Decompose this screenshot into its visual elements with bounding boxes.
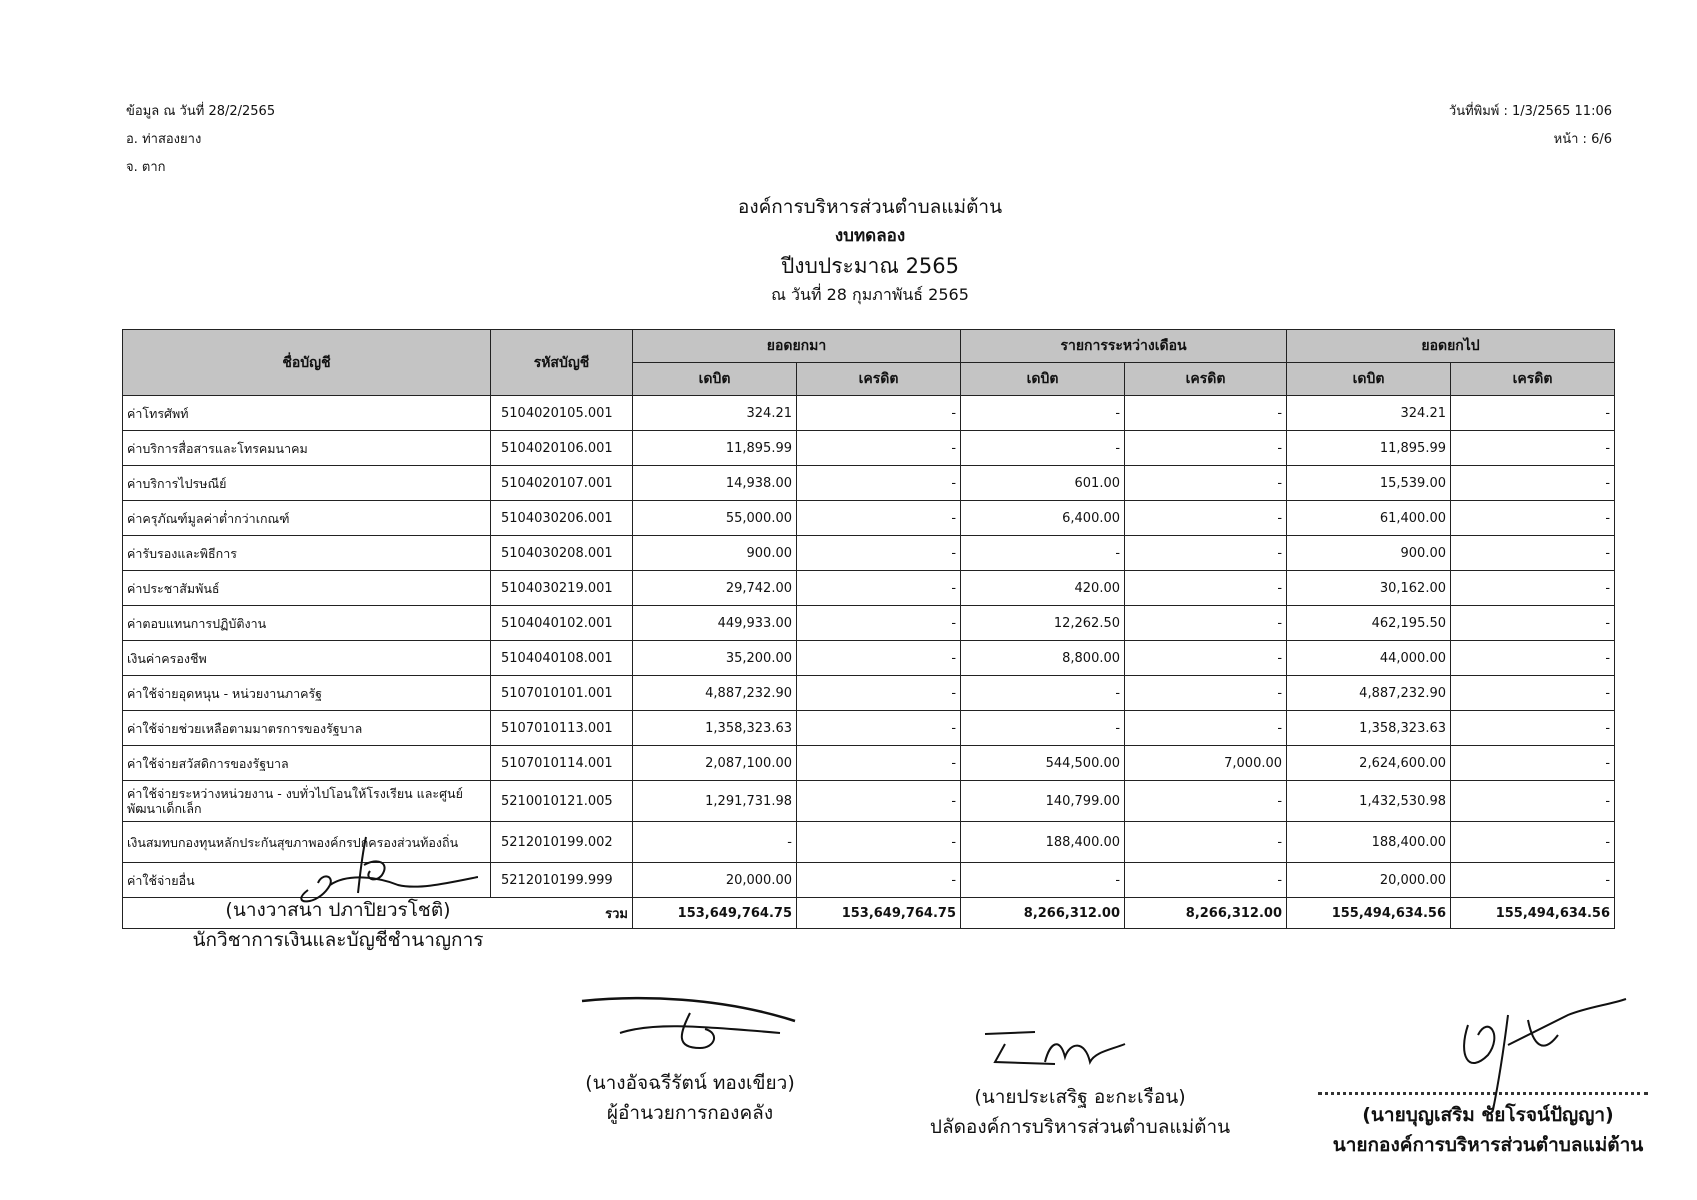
account-name-cell: ค่าใช้จ่ายระหว่างหน่วยงาน - งบทั่วไปโอนให้โรงเรียน และศูนย์พัฒนาเด็กเล็ก: [123, 781, 491, 822]
opening-credit-cell: -: [797, 501, 961, 536]
opening-credit-cell: -: [797, 396, 961, 431]
fiscal-year: ปีงบประมาณ 2565: [780, 254, 960, 278]
month-debit-cell: 601.00: [961, 466, 1125, 501]
col-month-debit: เดบิต: [961, 363, 1125, 396]
closing-credit-cell: -: [1451, 431, 1615, 466]
account-code-cell: 5104040102.001: [491, 606, 633, 641]
account-code-cell: 5212010199.002: [491, 822, 633, 863]
col-account-name: ชื่อบัญชี: [123, 330, 491, 396]
month-credit-cell: -: [1125, 501, 1287, 536]
closing-credit-cell: -: [1451, 781, 1615, 822]
opening-debit-cell: 1,358,323.63: [633, 711, 797, 746]
col-closing-debit: เดบิต: [1287, 363, 1451, 396]
account-name-cell: ค่าบริการสื่อสารและโทรคมนาคม: [123, 431, 491, 466]
account-code-cell: 5104030208.001: [491, 536, 633, 571]
opening-debit-cell: 2,087,100.00: [633, 746, 797, 781]
opening-debit-cell: 1,291,731.98: [633, 781, 797, 822]
opening-credit-cell: -: [797, 863, 961, 898]
account-name-cell: ค่าใช้จ่ายช่วยเหลือตามมาตรการของรัฐบาล: [123, 711, 491, 746]
table-row: [123, 606, 1615, 641]
month-credit-cell: -: [1125, 571, 1287, 606]
total-label: รวม: [491, 898, 633, 929]
col-account-code: รหัสบัญชี: [491, 330, 633, 396]
month-debit-cell: 544,500.00: [961, 746, 1125, 781]
table-row: [123, 781, 1615, 822]
signer-2-position: ผู้อำนวยการกองคลัง: [606, 1102, 774, 1124]
total-closing-credit: 155,494,634.56: [1451, 898, 1615, 929]
table-row: [123, 641, 1615, 676]
month-debit-cell: -: [961, 863, 1125, 898]
month-debit-cell: 188,400.00: [961, 822, 1125, 863]
table-row: [123, 536, 1615, 571]
opening-debit-cell: 4,887,232.90: [633, 676, 797, 711]
opening-debit-cell: 900.00: [633, 536, 797, 571]
opening-credit-cell: -: [797, 641, 961, 676]
opening-debit-cell: 55,000.00: [633, 501, 797, 536]
total-closing-debit: 155,494,634.56: [1287, 898, 1451, 929]
signer-3-position: ปลัดองค์การบริหารส่วนตำบลแม่ต้าน: [929, 1116, 1231, 1138]
opening-debit-cell: 11,895.99: [633, 431, 797, 466]
title-block: [0, 192, 1697, 308]
table-row: [123, 571, 1615, 606]
col-during-month: รายการระหว่างเดือน: [961, 330, 1287, 363]
opening-debit-cell: 29,742.00: [633, 571, 797, 606]
signer-1-name: (นางวาสนา ปภาปิยวรโชติ): [225, 899, 451, 921]
table-row: [123, 746, 1615, 781]
closing-credit-cell: -: [1451, 676, 1615, 711]
header-left: [126, 98, 275, 182]
month-credit-cell: -: [1125, 822, 1287, 863]
account-code-cell: 5104020106.001: [491, 431, 633, 466]
month-debit-cell: -: [961, 536, 1125, 571]
closing-debit-cell: 1,358,323.63: [1287, 711, 1451, 746]
table-row: [123, 501, 1615, 536]
opening-credit-cell: -: [797, 746, 961, 781]
opening-debit-cell: 35,200.00: [633, 641, 797, 676]
account-name-cell: ค่าตอบแทนการปฏิบัติงาน: [123, 606, 491, 641]
month-debit-cell: -: [961, 676, 1125, 711]
account-code-cell: 5104020107.001: [491, 466, 633, 501]
closing-debit-cell: 11,895.99: [1287, 431, 1451, 466]
handwritten-signature-1: [278, 835, 478, 905]
district: อ. ท่าสองยาง: [126, 132, 202, 147]
month-debit-cell: 420.00: [961, 571, 1125, 606]
handwritten-signature-2: [580, 993, 800, 1063]
col-month-credit: เครดิต: [1125, 363, 1287, 396]
signer-3-name: (นายประเสริฐ อะกะเรือน): [974, 1086, 1186, 1108]
closing-credit-cell: -: [1451, 536, 1615, 571]
signature-block-3: [905, 1082, 1255, 1142]
opening-credit-cell: -: [797, 536, 961, 571]
month-credit-cell: -: [1125, 536, 1287, 571]
col-opening: ยอดยกมา: [633, 330, 961, 363]
handwritten-signature-3: [975, 1022, 1175, 1082]
signature-block-2: [560, 1068, 820, 1128]
month-credit-cell: -: [1125, 606, 1287, 641]
closing-credit-cell: -: [1451, 396, 1615, 431]
opening-debit-cell: 449,933.00: [633, 606, 797, 641]
closing-debit-cell: 462,195.50: [1287, 606, 1451, 641]
signer-4-position: นายกองค์การบริหารส่วนตำบลแม่ต้าน: [1332, 1134, 1644, 1156]
account-code-cell: 5104040108.001: [491, 641, 633, 676]
table-row: [123, 396, 1615, 431]
closing-debit-cell: 900.00: [1287, 536, 1451, 571]
account-name-cell: ค่าครุภัณฑ์มูลค่าต่ำกว่าเกณฑ์: [123, 501, 491, 536]
opening-credit-cell: -: [797, 711, 961, 746]
signature-block-4: [1318, 1100, 1658, 1160]
opening-debit-cell: 324.21: [633, 396, 797, 431]
print-date: วันที่พิมพ์ : 1/3/2565 11:06: [1448, 104, 1612, 119]
closing-debit-cell: 61,400.00: [1287, 501, 1451, 536]
closing-credit-cell: -: [1451, 466, 1615, 501]
closing-debit-cell: 1,432,530.98: [1287, 781, 1451, 822]
table-row: [123, 711, 1615, 746]
closing-debit-cell: 4,887,232.90: [1287, 676, 1451, 711]
opening-credit-cell: -: [797, 781, 961, 822]
account-code-cell: 5107010113.001: [491, 711, 633, 746]
handwritten-signature-4: [1448, 995, 1628, 1115]
table-row: [123, 431, 1615, 466]
account-name-cell: เงินสมทบกองทุนหลักประกันสุขภาพองค์กรปกครองส่วนท้องถิ่น: [123, 822, 491, 863]
closing-credit-cell: -: [1451, 606, 1615, 641]
month-debit-cell: -: [961, 711, 1125, 746]
closing-debit-cell: 20,000.00: [1287, 863, 1451, 898]
account-name-cell: ค่ารับรองและพิธีการ: [123, 536, 491, 571]
opening-credit-cell: -: [797, 571, 961, 606]
doc-title: งบทดลอง: [834, 226, 906, 246]
total-month-debit: 8,266,312.00: [961, 898, 1125, 929]
opening-debit-cell: 14,938.00: [633, 466, 797, 501]
closing-credit-cell: -: [1451, 746, 1615, 781]
closing-credit-cell: -: [1451, 863, 1615, 898]
province: จ. ตาก: [126, 160, 166, 175]
month-credit-cell: -: [1125, 676, 1287, 711]
table-row: [123, 466, 1615, 501]
header-right: [1449, 98, 1612, 154]
account-code-cell: 5107010101.001: [491, 676, 633, 711]
opening-credit-cell: -: [797, 466, 961, 501]
opening-credit-cell: -: [797, 822, 961, 863]
closing-debit-cell: 188,400.00: [1287, 822, 1451, 863]
col-opening-credit: เครดิต: [797, 363, 961, 396]
month-debit-cell: -: [961, 431, 1125, 466]
signer-2-name: (นางอัจฉรีรัตน์ ทองเขียว): [585, 1072, 795, 1094]
month-credit-cell: -: [1125, 396, 1287, 431]
month-credit-cell: -: [1125, 781, 1287, 822]
opening-debit-cell: -: [633, 822, 797, 863]
month-debit-cell: 12,262.50: [961, 606, 1125, 641]
opening-credit-cell: -: [797, 606, 961, 641]
col-opening-debit: เดบิต: [633, 363, 797, 396]
org-name: องค์การบริหารส่วนตำบลแม่ต้าน: [737, 196, 1003, 218]
account-code-cell: 5212010199.999: [491, 863, 633, 898]
account-name-cell: เงินค่าครองชีพ: [123, 641, 491, 676]
closing-debit-cell: 2,624,600.00: [1287, 746, 1451, 781]
month-credit-cell: 7,000.00: [1125, 746, 1287, 781]
signer-4-name: (นายบุญเสริม ชัยโรจน์ปัญญา): [1362, 1104, 1614, 1126]
as-of-date: ณ วันที่ 28 กุมภาพันธ์ 2565: [771, 285, 969, 304]
closing-credit-cell: -: [1451, 822, 1615, 863]
month-debit-cell: 8,800.00: [961, 641, 1125, 676]
closing-credit-cell: -: [1451, 571, 1615, 606]
account-name-cell: ค่าบริการไปรษณีย์: [123, 466, 491, 501]
month-debit-cell: -: [961, 396, 1125, 431]
month-credit-cell: -: [1125, 711, 1287, 746]
opening-credit-cell: -: [797, 431, 961, 466]
table-row: [123, 676, 1615, 711]
col-closing-credit: เครดิต: [1451, 363, 1615, 396]
opening-credit-cell: -: [797, 676, 961, 711]
account-name-cell: ค่าใช้จ่ายอื่น: [123, 863, 491, 898]
total-opening-debit: 153,649,764.75: [633, 898, 797, 929]
closing-credit-cell: -: [1451, 501, 1615, 536]
closing-debit-cell: 15,539.00: [1287, 466, 1451, 501]
account-code-cell: 5104030206.001: [491, 501, 633, 536]
closing-credit-cell: -: [1451, 641, 1615, 676]
month-debit-cell: 6,400.00: [961, 501, 1125, 536]
account-code-cell: 5210010121.005: [491, 781, 633, 822]
month-credit-cell: -: [1125, 863, 1287, 898]
data-date: ข้อมูล ณ วันที่ 28/2/2565: [126, 104, 276, 119]
page-number: หน้า : 6/6: [1553, 132, 1612, 147]
account-code-cell: 5104020105.001: [491, 396, 633, 431]
account-name-cell: ค่าใช้จ่ายสวัสดิการของรัฐบาล: [123, 746, 491, 781]
month-credit-cell: -: [1125, 431, 1287, 466]
closing-credit-cell: -: [1451, 711, 1615, 746]
account-code-cell: 5104030219.001: [491, 571, 633, 606]
account-name-cell: ค่าใช้จ่ายอุดหนุน - หน่วยงานภาครัฐ: [123, 676, 491, 711]
total-month-credit: 8,266,312.00: [1125, 898, 1287, 929]
signature-block-1: [168, 895, 508, 955]
month-credit-cell: -: [1125, 641, 1287, 676]
col-closing: ยอดยกไป: [1287, 330, 1615, 363]
account-name-cell: ค่าประชาสัมพันธ์: [123, 571, 491, 606]
signer-1-position: นักวิชาการเงินและบัญชีชำนาญการ: [192, 929, 484, 951]
total-opening-credit: 153,649,764.75: [797, 898, 961, 929]
month-debit-cell: 140,799.00: [961, 781, 1125, 822]
month-credit-cell: -: [1125, 466, 1287, 501]
account-name-cell: ค่าโทรศัพท์: [123, 396, 491, 431]
closing-debit-cell: 44,000.00: [1287, 641, 1451, 676]
account-code-cell: 5107010114.001: [491, 746, 633, 781]
closing-debit-cell: 324.21: [1287, 396, 1451, 431]
closing-debit-cell: 30,162.00: [1287, 571, 1451, 606]
opening-debit-cell: 20,000.00: [633, 863, 797, 898]
